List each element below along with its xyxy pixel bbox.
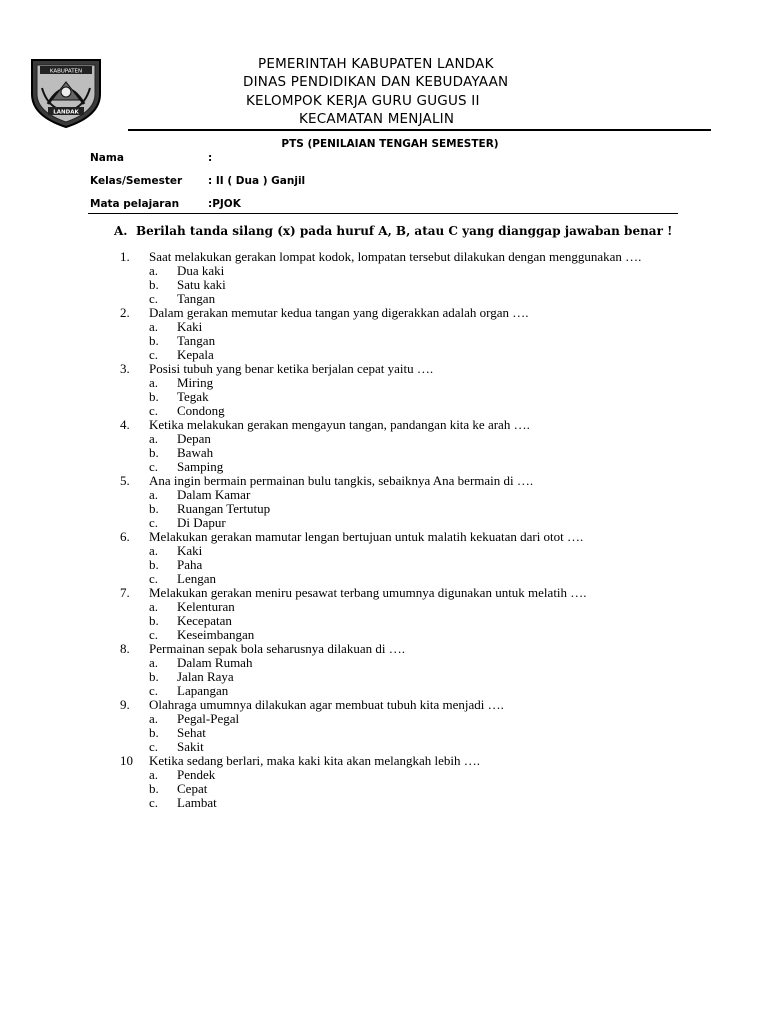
option-text: Kaki xyxy=(177,543,203,558)
option-letter: a. xyxy=(149,375,159,390)
option-text: Lapangan xyxy=(177,683,229,698)
kelas-label: Kelas/Semester xyxy=(90,175,183,187)
answer-option xyxy=(149,446,680,460)
question-text: Olahraga umumnya dilakukan agar membuat tubuh kita menjadi …. xyxy=(149,697,504,712)
answer-option xyxy=(149,726,680,740)
answer-option xyxy=(149,334,680,348)
answer-option xyxy=(149,292,680,306)
option-text: Dua kaki xyxy=(177,263,225,278)
answer-option xyxy=(149,782,680,796)
question-text: Ana ingin bermain permainan bulu tangkis, sebaiknya Ana bermain di …. xyxy=(149,473,534,488)
answer-option xyxy=(149,796,680,810)
option-text: Pendek xyxy=(177,767,216,782)
answer-option xyxy=(149,488,680,502)
question-text: Dalam gerakan memutar kedua tangan yang digerakkan adalah organ …. xyxy=(149,305,529,320)
option-text: Miring xyxy=(177,375,214,390)
answer-option xyxy=(149,740,680,754)
answer-option xyxy=(149,278,680,292)
option-text: Dalam Kamar xyxy=(177,487,251,502)
question-item xyxy=(120,586,680,642)
question-number: 7. xyxy=(120,585,130,600)
answer-option xyxy=(149,320,680,334)
question-number: 6. xyxy=(120,529,130,544)
option-text: Pegal-Pegal xyxy=(177,711,240,726)
question-item xyxy=(120,250,680,306)
instruction xyxy=(114,224,672,238)
option-letter: a. xyxy=(149,431,159,446)
option-letter: a. xyxy=(149,263,159,278)
mapel-label: Mata pelajaran xyxy=(90,198,180,210)
question-item xyxy=(120,754,680,810)
answer-option xyxy=(149,516,680,530)
kabupaten-landak-logo xyxy=(26,54,106,130)
logo-top-text: KABUPATEN xyxy=(49,68,83,75)
answer-option xyxy=(149,264,680,278)
option-text: Lambat xyxy=(177,795,217,810)
question-item xyxy=(120,362,680,418)
answer-option xyxy=(149,404,680,418)
question-item xyxy=(120,306,680,362)
answer-option xyxy=(149,348,680,362)
letterhead-line-4: KECAMATAN MENJALIN xyxy=(299,111,455,127)
option-text: Tegak xyxy=(177,389,209,404)
answer-option xyxy=(149,558,680,572)
answer-option xyxy=(149,768,680,782)
answer-option xyxy=(149,544,680,558)
option-text: Keseimbangan xyxy=(177,627,255,642)
question-item xyxy=(120,642,680,698)
answer-option xyxy=(149,432,680,446)
question-text: Ketika sedang berlari, maka kaki kita akan melangkah lebih …. xyxy=(149,753,481,768)
option-letter: a. xyxy=(149,711,159,726)
question-item xyxy=(120,530,680,586)
option-text: Condong xyxy=(177,403,225,418)
kelas-value: : II ( Dua ) Ganjil xyxy=(208,175,306,187)
question-text: Permainan sepak bola seharusnya dilakuan di …. xyxy=(149,641,405,656)
answer-option xyxy=(149,390,680,404)
answer-option xyxy=(149,460,680,474)
letterhead-line-2: DINAS PENDIDIKAN DAN KEBUDAYAAN xyxy=(243,74,509,90)
question-text: Melakukan gerakan meniru pesawat terbang umumnya digunakan untuk melatih …. xyxy=(149,585,587,600)
option-letter: b. xyxy=(149,277,159,292)
question-number: 9. xyxy=(120,697,130,712)
option-letter: c. xyxy=(149,739,159,754)
option-text: Kecepatan xyxy=(177,613,232,628)
question-number: 1. xyxy=(120,249,130,264)
option-text: Kepala xyxy=(177,347,214,362)
instruction-marker: A. xyxy=(114,224,128,238)
option-letter: b. xyxy=(149,613,159,628)
option-letter: a. xyxy=(149,319,159,334)
info-divider xyxy=(88,213,678,214)
option-text: Tangan xyxy=(177,291,216,306)
option-text: Sehat xyxy=(177,725,206,740)
option-letter: c. xyxy=(149,683,159,698)
option-text: Bawah xyxy=(177,445,214,460)
question-text: Posisi tubuh yang benar ketika berjalan cepat yaitu …. xyxy=(149,361,434,376)
answer-option xyxy=(149,572,680,586)
option-text: Satu kaki xyxy=(177,277,226,292)
question-number: 4. xyxy=(120,417,130,432)
answer-option xyxy=(149,712,680,726)
question-number: 10 xyxy=(120,753,133,768)
option-text: Kaki xyxy=(177,319,203,334)
question-number: 5. xyxy=(120,473,130,488)
question-number: 3. xyxy=(120,361,130,376)
option-letter: b. xyxy=(149,389,159,404)
question-item xyxy=(120,418,680,474)
option-letter: c. xyxy=(149,459,159,474)
option-letter: c. xyxy=(149,347,159,362)
question-text: Ketika melakukan gerakan mengayun tangan, pandangan kita ke arah …. xyxy=(149,417,530,432)
question-number: 8. xyxy=(120,641,130,656)
option-text: Paha xyxy=(177,557,203,572)
option-letter: b. xyxy=(149,669,159,684)
instruction-text: Berilah tanda silang (x) pada huruf A, B, atau C yang dianggap jawaban benar ! xyxy=(136,224,673,238)
answer-option xyxy=(149,376,680,390)
option-letter: b. xyxy=(149,557,159,572)
option-letter: a. xyxy=(149,655,159,670)
question-number: 2. xyxy=(120,305,130,320)
question-item xyxy=(120,698,680,754)
option-letter: c. xyxy=(149,403,159,418)
option-letter: b. xyxy=(149,501,159,516)
question-text: Melakukan gerakan mamutar lengan bertujuan untuk malatih kekuatan dari otot …. xyxy=(149,529,584,544)
exam-title: PTS (PENILAIAN TENGAH SEMESTER) xyxy=(281,138,499,150)
option-letter: b. xyxy=(149,725,159,740)
question-list xyxy=(120,250,680,810)
answer-option xyxy=(149,684,680,698)
nama-label: Nama xyxy=(90,152,124,164)
answer-option xyxy=(149,670,680,684)
option-text: Lengan xyxy=(177,571,216,586)
option-letter: a. xyxy=(149,599,159,614)
option-text: Kelenturan xyxy=(177,599,235,614)
answer-option xyxy=(149,628,680,642)
option-letter: c. xyxy=(149,515,159,530)
answer-option xyxy=(149,656,680,670)
option-text: Jalan Raya xyxy=(177,669,234,684)
letterhead-divider xyxy=(128,129,711,131)
option-text: Ruangan Tertutup xyxy=(177,501,271,516)
option-letter: c. xyxy=(149,627,159,642)
answer-option xyxy=(149,600,680,614)
option-letter: a. xyxy=(149,543,159,558)
option-letter: b. xyxy=(149,781,159,796)
answer-option xyxy=(149,614,680,628)
option-text: Tangan xyxy=(177,333,216,348)
question-item xyxy=(120,474,680,530)
option-letter: c. xyxy=(149,795,159,810)
question-text: Saat melakukan gerakan lompat kodok, lompatan tersebut dilakukan dengan menggunakan …. xyxy=(149,249,642,264)
letterhead-line-1: PEMERINTAH KABUPATEN LANDAK xyxy=(258,56,494,72)
option-text: Depan xyxy=(177,431,211,446)
option-letter: a. xyxy=(149,487,159,502)
option-text: Dalam Rumah xyxy=(177,655,253,670)
logo-bottom-text: LANDAK xyxy=(53,109,79,116)
option-letter: c. xyxy=(149,291,159,306)
option-text: Cepat xyxy=(177,781,208,796)
option-letter: b. xyxy=(149,445,159,460)
answer-option xyxy=(149,502,680,516)
option-letter: c. xyxy=(149,571,159,586)
letterhead-line-3: KELOMPOK KERJA GURU GUGUS II xyxy=(246,93,480,109)
option-text: Samping xyxy=(177,459,224,474)
option-text: Di Dapur xyxy=(177,515,226,530)
option-letter: a. xyxy=(149,767,159,782)
option-text: Sakit xyxy=(177,739,204,754)
option-letter: b. xyxy=(149,333,159,348)
mapel-value: :PJOK xyxy=(208,198,241,210)
nama-value: : xyxy=(208,152,213,164)
